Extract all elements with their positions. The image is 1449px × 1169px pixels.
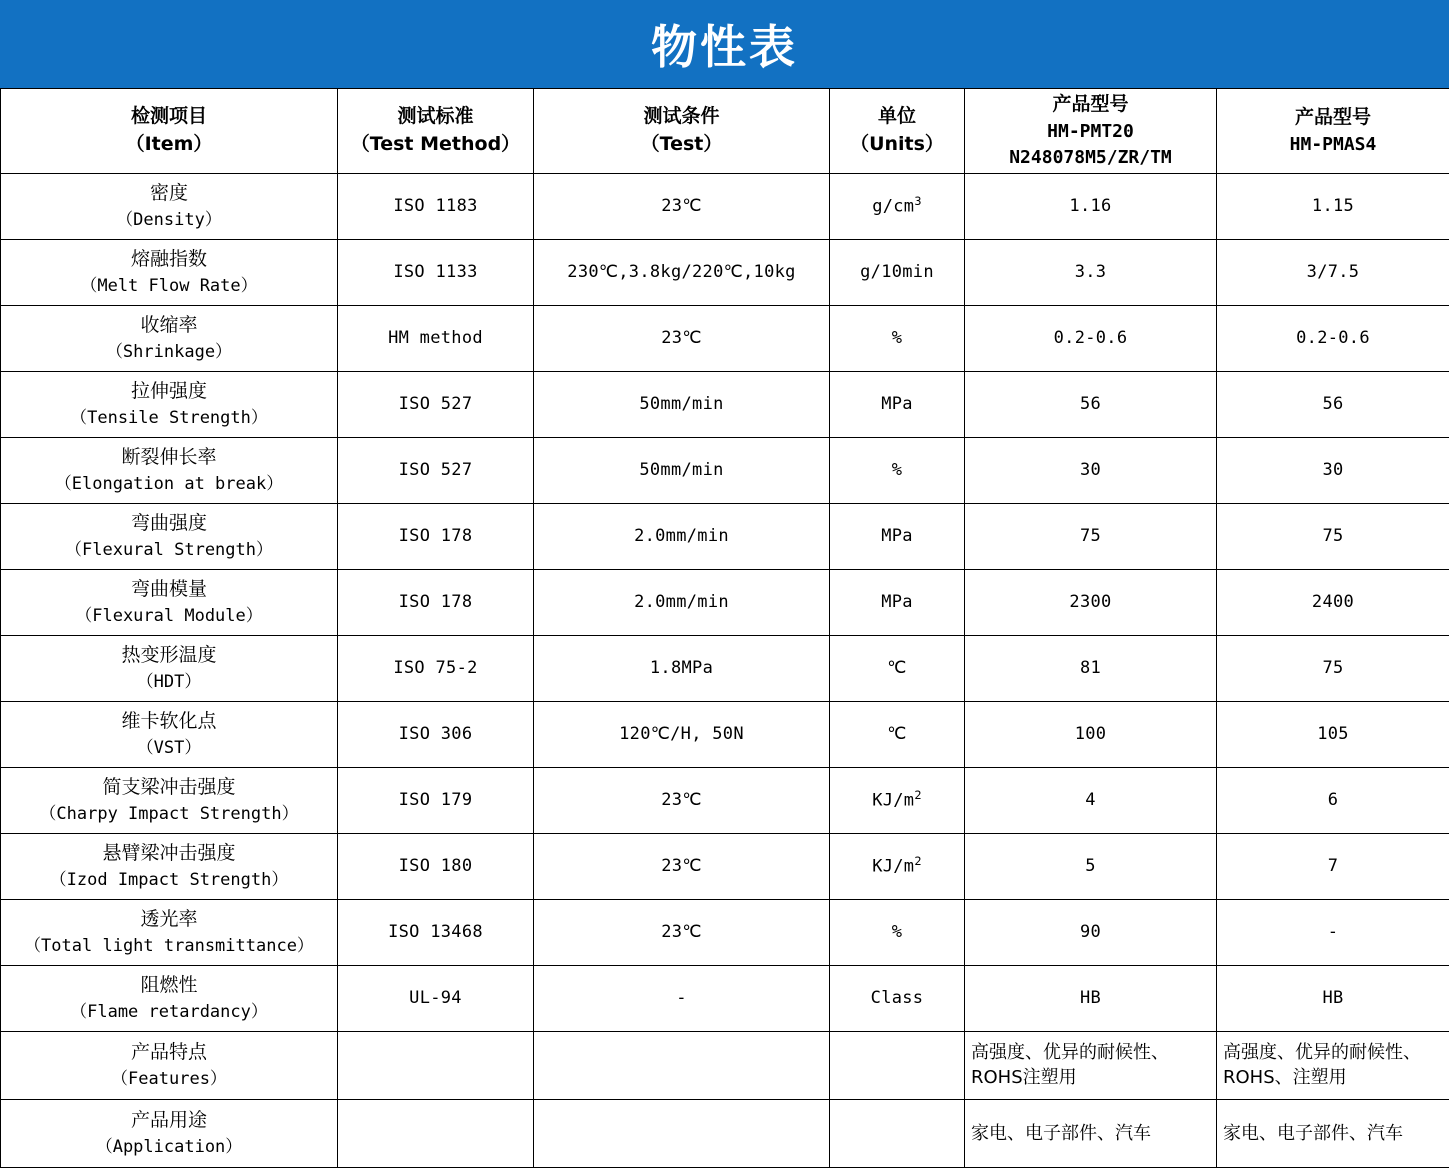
row-units: $g/cm^3$ (830, 173, 965, 239)
col-header-product-2 (1217, 89, 1449, 174)
row-value-product-2: 7 (1217, 833, 1449, 899)
row-test (534, 1031, 830, 1099)
row-item: 简支梁冲击强度 （Charpy Impact Strength） (1, 767, 338, 833)
col-header-product-1-code: HM-PMT20 (1047, 120, 1134, 142)
row-item: 产品特点 （Features） (1, 1031, 338, 1099)
row-method: ISO 179 (338, 767, 534, 833)
col-header-units-cn: 单位 (877, 105, 916, 128)
row-method: ISO 1183 (338, 173, 534, 239)
row-test: 1.8MPa (534, 635, 830, 701)
table-header-row (1, 89, 1449, 174)
table-row (1, 437, 1449, 503)
row-test: 2.0mm/min (534, 569, 830, 635)
row-units (830, 1099, 965, 1167)
row-value-product-2: 6 (1217, 767, 1449, 833)
row-value-product-1: 100 (965, 701, 1217, 767)
row-units: ℃ (830, 635, 965, 701)
row-value-product-2: 30 (1217, 437, 1449, 503)
row-value-product-1: 高强度、优异的耐候性、ROHS注塑用 (965, 1031, 1217, 1099)
row-value-product-1: 5 (965, 833, 1217, 899)
row-method: ISO 527 (338, 371, 534, 437)
row-method: ISO 1133 (338, 239, 534, 305)
row-value-product-2: 高强度、优异的耐候性、ROHS、注塑用 (1217, 1031, 1449, 1099)
row-value-product-1: 4 (965, 767, 1217, 833)
table-row (1, 239, 1449, 305)
row-value-product-1: 81 (965, 635, 1217, 701)
col-header-test-en: （Test） (640, 132, 723, 155)
table-head (1, 89, 1449, 174)
row-value-product-2: 3/7.5 (1217, 239, 1449, 305)
row-method: HM method (338, 305, 534, 371)
row-item: 收缩率 （Shrinkage） (1, 305, 338, 371)
col-header-method (338, 89, 534, 174)
sheet-title-bar (0, 0, 1449, 88)
row-units: % (830, 899, 965, 965)
col-header-product-1-label: 产品型号 (1052, 93, 1129, 115)
row-test: 120℃/H, 50N (534, 701, 830, 767)
row-value-product-1: 1.16 (965, 173, 1217, 239)
row-method (338, 1031, 534, 1099)
row-units: $KJ/m^2$ (830, 767, 965, 833)
row-item: 断裂伸长率 （Elongation at break） (1, 437, 338, 503)
row-value-product-2: 75 (1217, 503, 1449, 569)
row-test: 23℃ (534, 899, 830, 965)
table-row (1, 1031, 1449, 1099)
col-header-item-en: （Item） (125, 132, 213, 155)
row-value-product-2: 2400 (1217, 569, 1449, 635)
row-method: ISO 13468 (338, 899, 534, 965)
row-item: 维卡软化点 （VST） (1, 701, 338, 767)
row-test: 50mm/min (534, 371, 830, 437)
row-value-product-1: 3.3 (965, 239, 1217, 305)
row-value-product-2: 0.2-0.6 (1217, 305, 1449, 371)
row-units: Class (830, 965, 965, 1031)
row-units: MPa (830, 569, 965, 635)
page-title: 物性表 (651, 20, 798, 74)
row-value-product-2: 家电、电子部件、汽车 (1217, 1099, 1449, 1167)
row-item: 悬臂梁冲击强度 （Izod Impact Strength） (1, 833, 338, 899)
row-value-product-2: 75 (1217, 635, 1449, 701)
table-row (1, 173, 1449, 239)
row-method: ISO 178 (338, 569, 534, 635)
row-item: 弯曲模量 （Flexural Module） (1, 569, 338, 635)
col-header-units (830, 89, 965, 174)
row-units: % (830, 437, 965, 503)
row-method: ISO 178 (338, 503, 534, 569)
col-header-method-cn: 测试标准 (397, 105, 474, 128)
table-row (1, 371, 1449, 437)
col-header-product-2-label: 产品型号 (1294, 106, 1371, 129)
col-header-product-2-code: HM-PMAS4 (1289, 133, 1377, 155)
table-row (1, 569, 1449, 635)
row-units (830, 1031, 965, 1099)
row-test: 2.0mm/min (534, 503, 830, 569)
table-row (1, 635, 1449, 701)
row-item: 阻燃性 （Flame retardancy） (1, 965, 338, 1031)
row-value-product-1: 0.2-0.6 (965, 305, 1217, 371)
row-item: 热变形温度 （HDT） (1, 635, 338, 701)
col-header-product-1 (965, 89, 1217, 174)
table-row (1, 899, 1449, 965)
row-value-product-1: 75 (965, 503, 1217, 569)
row-method: ISO 306 (338, 701, 534, 767)
row-item: 拉伸强度 （Tensile Strength） (1, 371, 338, 437)
col-header-item-cn: 检测项目 (130, 105, 207, 128)
row-value-product-2: HB (1217, 965, 1449, 1031)
col-header-test (534, 89, 830, 174)
row-method: ISO 180 (338, 833, 534, 899)
row-test: 23℃ (534, 767, 830, 833)
row-method: ISO 75-2 (338, 635, 534, 701)
table-row (1, 767, 1449, 833)
table-row (1, 503, 1449, 569)
row-item: 密度 （Density） (1, 173, 338, 239)
col-header-product-1-code2: N248078M5/ZR/TM (1009, 146, 1172, 168)
table-row (1, 701, 1449, 767)
properties-table (0, 88, 1449, 1168)
row-value-product-2: 105 (1217, 701, 1449, 767)
row-value-product-2: 1.15 (1217, 173, 1449, 239)
row-units: $KJ/m^2$ (830, 833, 965, 899)
row-test: 50mm/min (534, 437, 830, 503)
table-body (1, 173, 1449, 1167)
row-units: g/10min (830, 239, 965, 305)
row-value-product-1: 56 (965, 371, 1217, 437)
row-value-product-1: 家电、电子部件、汽车 (965, 1099, 1217, 1167)
row-value-product-1: 30 (965, 437, 1217, 503)
row-units: % (830, 305, 965, 371)
row-item: 透光率 （Total light transmittance） (1, 899, 338, 965)
row-value-product-1: 90 (965, 899, 1217, 965)
row-units: MPa (830, 503, 965, 569)
col-header-item (1, 89, 338, 174)
row-units: MPa (830, 371, 965, 437)
row-item: 熔融指数 （Melt Flow Rate） (1, 239, 338, 305)
row-test: 23℃ (534, 173, 830, 239)
row-test: 230℃,3.8kg/220℃,10kg (534, 239, 830, 305)
col-header-test-cn: 测试条件 (643, 105, 720, 128)
table-row (1, 965, 1449, 1031)
row-test (534, 1099, 830, 1167)
col-header-method-en: （Test Method） (350, 132, 521, 155)
row-value-product-2: - (1217, 899, 1449, 965)
table-row (1, 305, 1449, 371)
row-value-product-2: 56 (1217, 371, 1449, 437)
row-method: UL-94 (338, 965, 534, 1031)
row-test: 23℃ (534, 305, 830, 371)
row-units: ℃ (830, 701, 965, 767)
row-test: - (534, 965, 830, 1031)
row-item: 弯曲强度 （Flexural Strength） (1, 503, 338, 569)
col-header-units-en: （Units） (850, 132, 944, 155)
row-item: 产品用途 （Application） (1, 1099, 338, 1167)
row-test: 23℃ (534, 833, 830, 899)
row-value-product-1: 2300 (965, 569, 1217, 635)
row-method: ISO 527 (338, 437, 534, 503)
row-method (338, 1099, 534, 1167)
row-value-product-1: HB (965, 965, 1217, 1031)
table-row (1, 1099, 1449, 1167)
table-row (1, 833, 1449, 899)
